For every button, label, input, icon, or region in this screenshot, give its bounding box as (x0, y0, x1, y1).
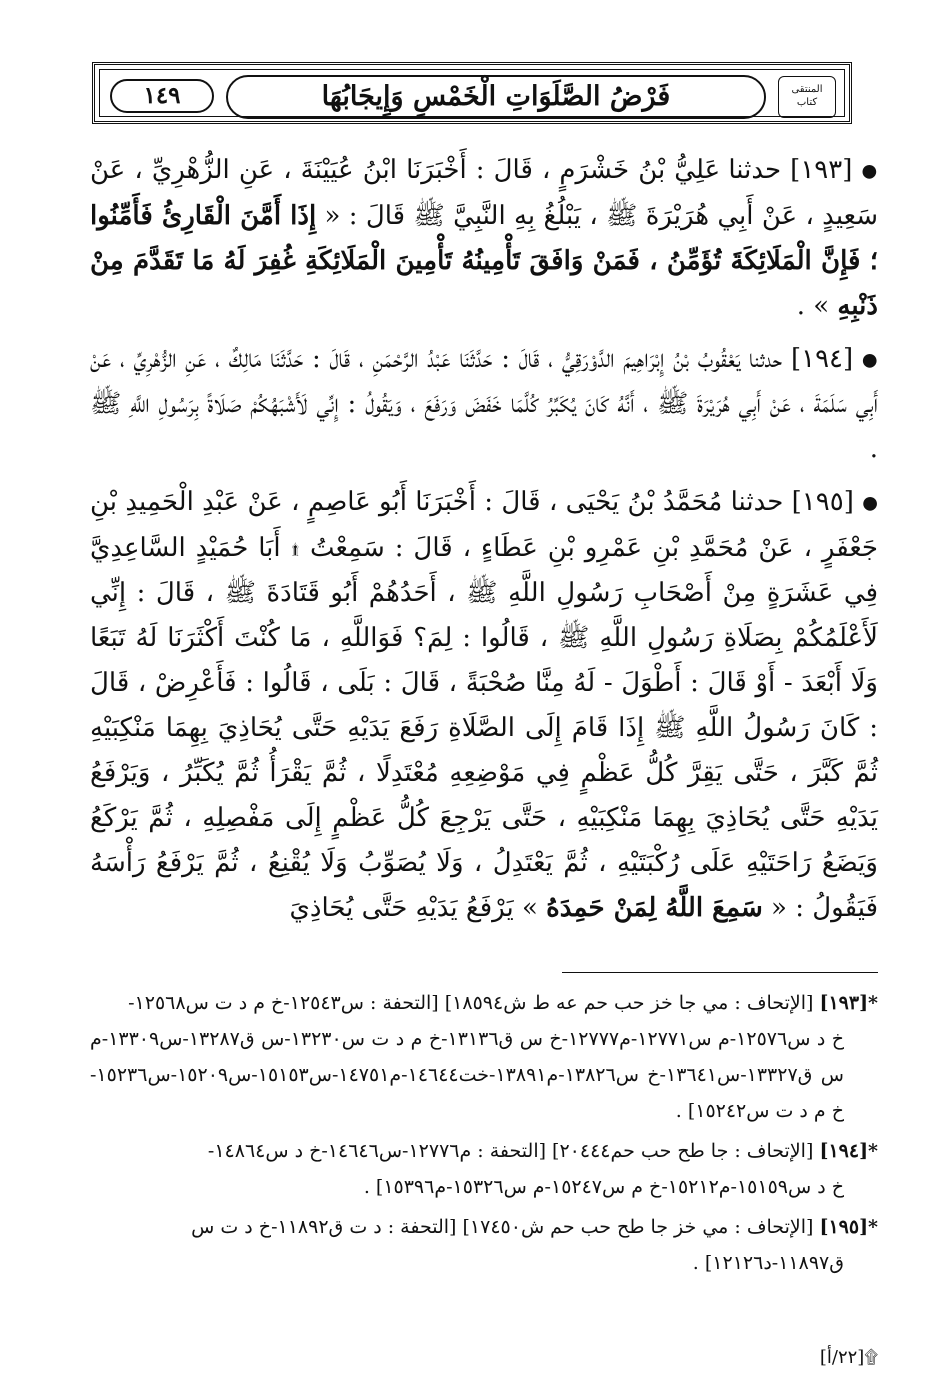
footnote-193 (90, 985, 878, 1129)
manuscript-folio: ۩[٢٢/أ] (819, 1347, 878, 1368)
footnotes (90, 985, 878, 1285)
hadith-bullet: ● (861, 349, 878, 370)
book-logo-text: المنتقى (791, 84, 823, 95)
hadith-195 (90, 480, 878, 931)
footnote-continuation: خ د س١٥١٥٩-م١٥٢١٢-خ م س١٥٢٤٧-م س١٥٣٢٦-م١٥٣٩٦] . (363, 1176, 844, 1198)
hadith-193 (90, 148, 878, 329)
hadith-number: [١٩٤] (790, 343, 854, 374)
footnote-marker: *[١٩٣] (819, 992, 878, 1014)
hadith-number: [١٩٥] (791, 487, 854, 517)
footnote-continuation: خ د س١٢٥٧٦-م س١٢٧٧١-م١٢٧٧٧-خ س ق١٣١٣٦-خ م د ت س١٣٢٣٠-س ق١٣٢٨٧-س١٣٣٠٩-م س ق١٣٣٢٧-س١٣٦٤١-خ س١٣٨٢٦-م١٣٨٩١-خت١٤٦٤٤-م١٤٧٥١-س١٥١٥٣-س١٥٢٠٩-س١٥٢٣٦-خ م د ت س١٥٢٤٢] . (90, 1028, 845, 1122)
hadith-bullet: ● (861, 160, 878, 182)
hadith-194 (90, 337, 878, 473)
hadith-matn: سَمِعَ اللَّهُ لِمَنْ حَمِدَهُ (546, 892, 763, 923)
footnote-continuation: ق١١٨٩٧-د١٢١٢٦] . (692, 1252, 844, 1274)
footnote-195 (90, 1209, 878, 1281)
chapter-title: فَرْضُ الصَّلَوَاتِ الْخَمْسِ وَإِيجَابُهَا (226, 75, 766, 119)
book-logo-subtext: كتاب (796, 97, 818, 108)
book-logo (778, 76, 836, 118)
page-header (92, 62, 852, 124)
hadith-text: حدثنا عَلِيُّ بْنُ خَشْرَمٍ ، قَالَ : أَخْبَرَنَا ابْنُ عُيَيْنَةَ ، عَنِ الزُّهْرِيِّ ، عَنْ سَعِيدٍ ، عَنْ أَبِي هُرَيْرَةَ ﷺ ، يَبْلُغُ بِهِ النَّبِيَّ ﷺ قَالَ : « (90, 155, 879, 231)
footnote-divider (562, 972, 878, 973)
footnote-text: [الإتحاف : مي خز جا طح حب حم ش١٧٤٥٠] [التحفة : د ت ق١١٨٩٢-خ د ت س (191, 1216, 814, 1238)
footnote-text: [الإتحاف : مي جا خز حب حم عه ط ش١٨٥٩٤] [التحفة : س١٢٥٤٣-خ م د ت س١٢٥٦٨- (128, 992, 814, 1014)
page-number: ١٤٩ (110, 79, 214, 113)
hadith-bullet: ● (862, 492, 878, 514)
hadith-matn: إِذَا أَمَّنَ الْقَارِئُ فَأَمِّنُوا ؛ فَإِنَّ الْمَلَائِكَةَ تُؤَمِّنُ ، فَمَنْ وَافَقَ تَأْمِينُهُ تَأْمِينَ الْمَلَائِكَةِ غُفِرَ لَهُ مَا تَقَدَّمَ مِنْ ذَنْبِهِ (90, 200, 878, 321)
footnote-marker: *[١٩٤] (819, 1140, 878, 1162)
hadith-text: حدثنا مُحَمَّدُ بْنُ يَحْيَى ، قَالَ : أَخْبَرَنَا أَبُو عَاصِمٍ ، عَنْ عَبْدِ الْحَمِيدِ بْنِ جَعْفَرٍ ، عَنْ مُحَمَّدِ بْنِ عَمْرِو بْنِ عَطَاءٍ ، قَالَ : سَمِعْتُ ۩ أَبَا حُمَيْدٍ السَّاعِدِيَّ فِي عَشَرَةٍ مِنْ أَصْحَابِ رَسُولِ اللَّهِ ﷺ ، أَحَدُهُمْ أَبُو قَتَادَةَ ﷺ ، قَالَ : إِنِّي لَأَعْلَمُكُمْ بِصَلَاةِ رَسُولِ اللَّهِ ﷺ ، قَالُوا : لِمَ؟ فَوَاللَّهِ ، مَا كُنْتَ أَكْثَرَنَا لَهُ تَبَعًا وَلَا أَبْعَدَ - أَوْ قَالَ : أَطْوَلَ - لَهُ مِنَّا صُحْبَةً ، قَالَ : بَلَى ، قَالُوا : فَأَعْرِضْ ، قَالَ : كَانَ رَسُولُ اللَّهِ ﷺ إِذَا قَامَ إِلَى الصَّلَاةِ رَفَعَ يَدَيْهِ حَتَّى يُحَاذِيَ بِهِمَا مَنْكِبَيْهِ ثُمَّ كَبَّرَ ، حَتَّى يَقِرَّ كُلُّ عَظْمٍ فِي مَوْضِعِهِ مُعْتَدِلًا ، ثُمَّ يَقْرَأُ ثُمَّ يُكَبِّرُ ، وَيَرْفَعُ يَدَيْهِ حَتَّى يُحَاذِيَ بِهِمَا مَنْكِبَيْهِ ، حَتَّى يَرْجِعَ كُلُّ عَظْمٍ إِلَى مَفْصِلِهِ ، ثُمَّ يَرْكَعُ وَيَضَعُ رَاحَتَيْهِ عَلَى رُكْبَتَيْهِ ، ثُمَّ يَعْتَدِلُ ، وَلَا يُصَوِّبُ وَلَا يُقْنِعُ ، ثُمَّ يَرْفَعُ رَأْسَهُ فَيَقُولُ : « (90, 487, 878, 923)
hadith-text: حدثنا يَعْقُوبُ بْنُ إِبْرَاهِيمَ الدَّوْرَقِيُّ ، قَالَ : حَدَّثَنَا عَبْدُ الرَّحْمَنِ ، قَالَ : حَدَّثَنَا مَالِكٌ ، عَنِ الزُّهْرِيِّ ، عَنْ أَبِي سَلَمَةَ ، عَنْ أَبِي هُرَيْرَةَ ﷺ ، أَنَّهُ كَانَ يُكَبِّرُ كُلَّمَا خَفَضَ وَرَفَعَ ، وَيَقُولُ : إِنِّي لَأَشْبَهُكُمْ صَلَاةً بِرَسُولِ اللَّهِ ﷺ . (90, 343, 878, 464)
hadith-text-end: » يَرْفَعُ يَدَيْهِ حَتَّى يُحَاذِيَ (289, 892, 538, 923)
main-text (90, 148, 878, 939)
footnote-194 (90, 1133, 878, 1205)
hadith-number: [١٩٣] (790, 155, 853, 185)
footnote-text: [الإتحاف : جا طح حب حم٢٠٤٤٤] [التحفة : م١٢٧٧٦-س١٤٦٤٦-خ د س١٤٨٦٤- (207, 1140, 814, 1162)
footnote-marker: *[١٩٥] (819, 1216, 878, 1238)
header-frame (99, 69, 845, 117)
hadith-text-end: » . (796, 290, 830, 321)
